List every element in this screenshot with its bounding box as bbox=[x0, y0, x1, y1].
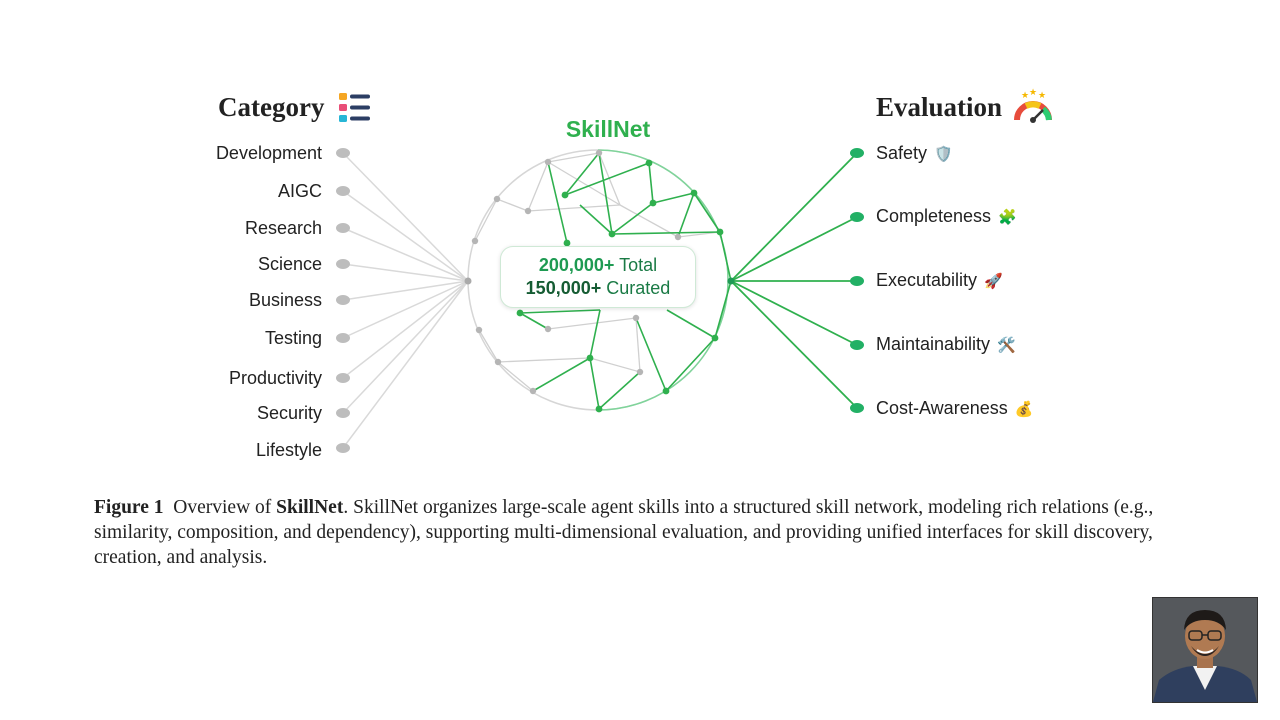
globe-edge bbox=[678, 193, 694, 237]
category-business: Business bbox=[248, 290, 322, 310]
category-testing: Testing bbox=[264, 328, 322, 348]
globe-node bbox=[562, 192, 569, 199]
curated-line bbox=[526, 277, 671, 300]
category-dot bbox=[336, 259, 350, 269]
evaluation-connector bbox=[731, 281, 857, 408]
globe-node bbox=[646, 160, 653, 167]
category-productivity: Productivity bbox=[228, 368, 322, 388]
globe-node bbox=[596, 406, 603, 413]
globe-node bbox=[663, 388, 670, 395]
globe-edge bbox=[479, 330, 498, 362]
globe-node bbox=[717, 229, 724, 236]
globe-node bbox=[637, 369, 643, 375]
evaluation-safety-label: Safety bbox=[876, 143, 928, 163]
category-dot bbox=[336, 408, 350, 418]
presenter-avatar bbox=[1153, 598, 1257, 702]
category-connector bbox=[343, 281, 468, 413]
globe-node bbox=[650, 200, 657, 207]
globe-node bbox=[633, 315, 639, 321]
svg-text:★: ★ bbox=[1038, 90, 1047, 100]
globe-node bbox=[472, 238, 478, 244]
money-bag-icon: 💰 bbox=[1014, 401, 1034, 418]
globe-node bbox=[675, 234, 681, 240]
list-icon bbox=[338, 92, 372, 124]
evaluation-safety bbox=[876, 143, 953, 165]
skillnet-title: SkillNet bbox=[565, 116, 651, 142]
globe-edge bbox=[590, 310, 600, 358]
evaluation-executability bbox=[876, 270, 1003, 292]
gauge-icon bbox=[1013, 88, 1053, 124]
category-science: Science bbox=[257, 254, 322, 274]
svg-text:★: ★ bbox=[1021, 90, 1030, 100]
evaluation-cost-awareness bbox=[876, 398, 1033, 420]
evaluation-completeness-label: Completeness bbox=[876, 206, 992, 226]
category-dot bbox=[336, 443, 350, 453]
category-dot bbox=[336, 148, 350, 158]
globe-edge bbox=[720, 232, 731, 281]
globe-edge bbox=[580, 205, 612, 234]
category-research: Research bbox=[244, 218, 322, 238]
globe-edge bbox=[653, 193, 694, 203]
category-development: Development bbox=[215, 143, 322, 163]
globe-edge bbox=[649, 163, 653, 203]
globe-node bbox=[476, 327, 482, 333]
caption-lead: Overview of bbox=[173, 497, 277, 518]
category-security: Security bbox=[256, 403, 322, 423]
category-connector bbox=[343, 281, 468, 300]
globe-node bbox=[525, 208, 531, 214]
globe-node bbox=[494, 196, 500, 202]
globe-edge bbox=[599, 153, 620, 205]
total-label: Total bbox=[619, 255, 658, 275]
globe-node bbox=[495, 359, 501, 365]
category-dot bbox=[336, 295, 350, 305]
evaluation-connector bbox=[731, 217, 857, 281]
globe-node bbox=[609, 231, 616, 238]
globe-edge bbox=[548, 162, 567, 243]
evaluation-dot bbox=[850, 340, 864, 350]
curated-label: Curated bbox=[606, 278, 671, 298]
globe-node bbox=[545, 159, 551, 165]
globe-edge bbox=[599, 372, 640, 409]
tools-icon: 🛠️ bbox=[997, 337, 1016, 354]
globe-edge bbox=[667, 310, 715, 338]
globe-edge bbox=[497, 199, 528, 211]
globe-edge bbox=[694, 193, 720, 232]
globe-edge bbox=[590, 358, 640, 372]
total-line bbox=[539, 254, 657, 277]
shield-icon: 🛡️ bbox=[934, 146, 953, 163]
globe-edge bbox=[636, 318, 666, 391]
category-dot bbox=[336, 186, 350, 196]
globe-edge bbox=[612, 203, 653, 234]
globe-edge bbox=[548, 318, 636, 329]
svg-text:★: ★ bbox=[1029, 88, 1038, 97]
evaluation-maintainability-label: Maintainability bbox=[876, 334, 991, 354]
globe-node bbox=[691, 190, 698, 197]
category-connector bbox=[343, 281, 468, 448]
caption-bold: SkillNet bbox=[276, 497, 344, 518]
figure-caption bbox=[94, 495, 1184, 570]
evaluation-cost-awareness-label: Cost-Awareness bbox=[876, 398, 1008, 418]
globe-edge bbox=[528, 205, 620, 211]
globe-edge bbox=[533, 358, 590, 391]
category-heading: Category bbox=[218, 92, 325, 122]
globe-edge bbox=[498, 358, 590, 362]
globe-edge bbox=[475, 199, 497, 241]
evaluation-dot bbox=[850, 148, 864, 158]
caption-text: . SkillNet organizes large-scale agent skills into a structured skill network, modeling rich relations (e.g., similarity, composition, and dependency), supporting multi-dimensional evaluation, and providing unified interfaces for skill discovery, creation, and analysis. bbox=[94, 497, 1154, 568]
globe-node bbox=[517, 310, 524, 317]
category-dot bbox=[336, 373, 350, 383]
globe-node bbox=[530, 388, 536, 394]
evaluation-dot bbox=[850, 276, 864, 286]
globe-edge bbox=[548, 162, 620, 205]
evaluation-maintainability bbox=[876, 334, 1016, 356]
category-aigc: AIGC bbox=[277, 181, 322, 201]
globe-node bbox=[587, 355, 594, 362]
globe-edge bbox=[590, 358, 599, 409]
rocket-icon: 🚀 bbox=[984, 273, 1003, 290]
globe-edge bbox=[666, 338, 715, 391]
globe-edge bbox=[715, 281, 731, 338]
evaluation-connector bbox=[731, 281, 857, 345]
puzzle-icon: 🧩 bbox=[998, 209, 1017, 226]
curated-value: 150,000+ bbox=[525, 278, 602, 298]
evaluation-dot bbox=[850, 403, 864, 413]
evaluation-executability-label: Executability bbox=[876, 270, 978, 290]
globe-node bbox=[545, 326, 551, 332]
globe-node bbox=[712, 335, 719, 342]
globe-edge bbox=[520, 310, 600, 313]
category-hub bbox=[465, 278, 472, 285]
globe-edge bbox=[520, 313, 548, 329]
category-connector bbox=[343, 153, 468, 281]
globe-node bbox=[596, 150, 602, 156]
category-lifestyle: Lifestyle bbox=[255, 440, 322, 460]
category-dot bbox=[336, 333, 350, 343]
evaluation-heading: Evaluation bbox=[876, 92, 1003, 122]
globe-edge bbox=[498, 362, 533, 391]
presenter-video bbox=[1152, 597, 1258, 703]
figure-number: Figure 1 bbox=[94, 497, 164, 518]
category-dot bbox=[336, 223, 350, 233]
evaluation-dot bbox=[850, 212, 864, 222]
evaluation-hub bbox=[728, 278, 735, 285]
stats-box bbox=[500, 246, 696, 308]
total-value: 200,000+ bbox=[538, 255, 615, 275]
evaluation-connector bbox=[731, 153, 857, 281]
evaluation-completeness bbox=[876, 206, 1017, 228]
